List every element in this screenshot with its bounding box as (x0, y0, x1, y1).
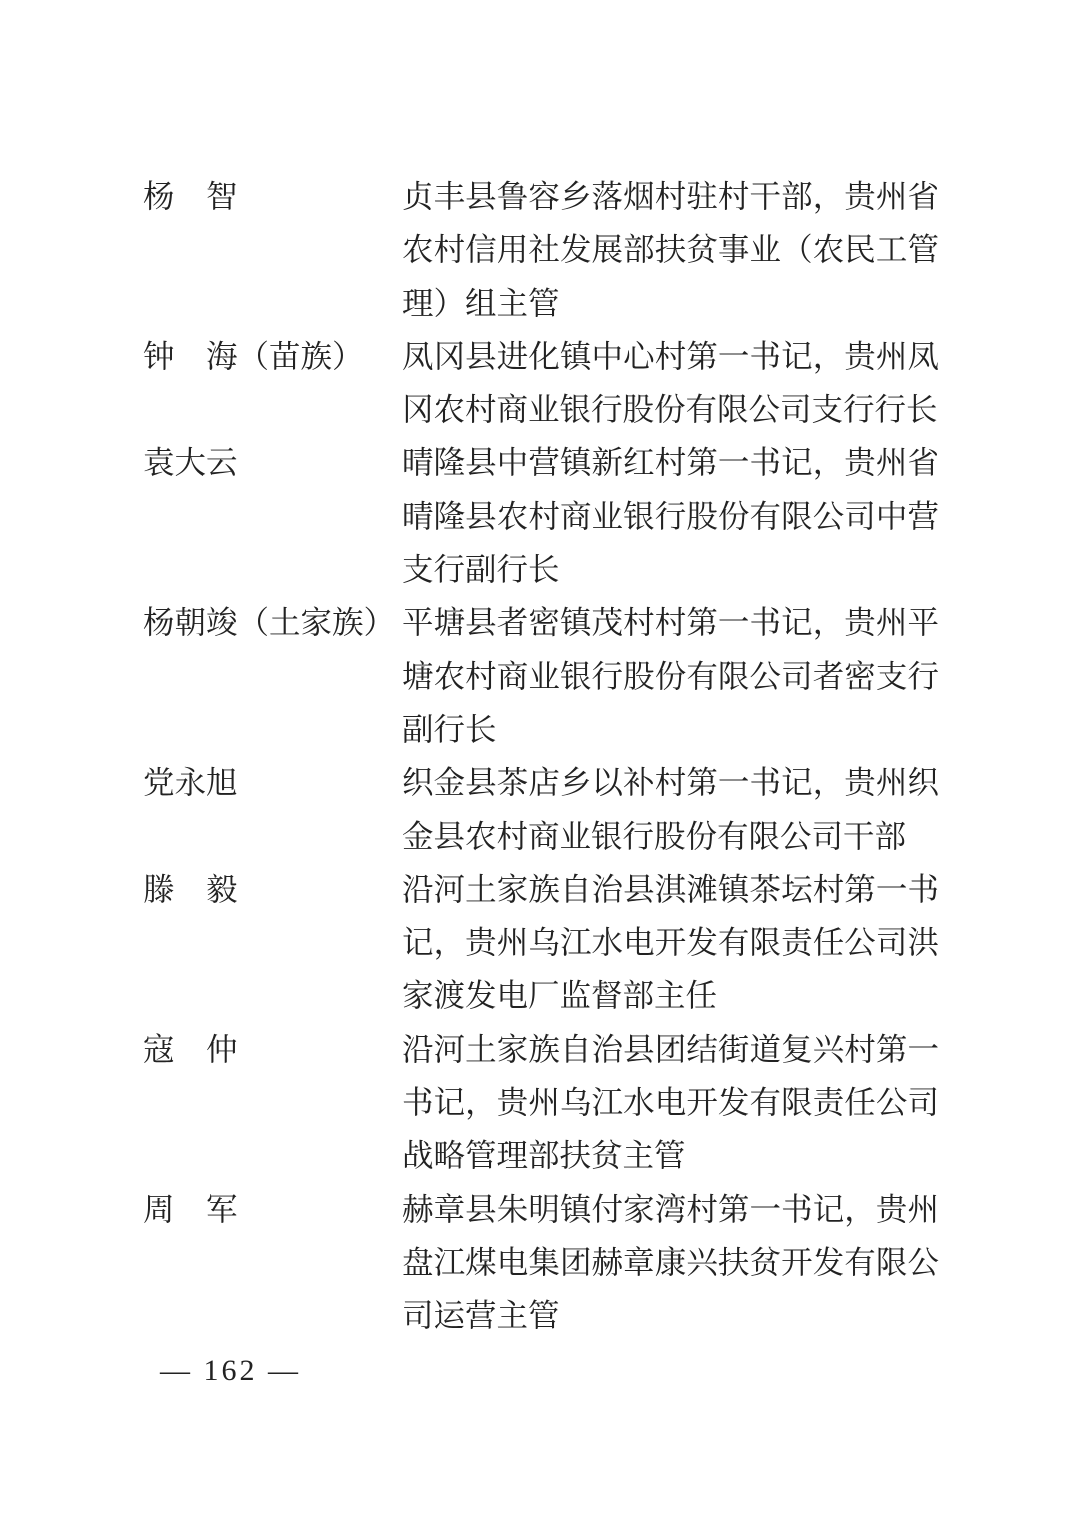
position-line: 理）组主管 (402, 285, 560, 321)
position-line: 织金县茶店乡以补村第一书记，贵州织 (402, 765, 939, 801)
person-position (402, 436, 939, 596)
position-line: 平塘县者密镇茂村村第一书记，贵州平 (402, 605, 939, 641)
person-name: 杨朝竣（土家族） (143, 605, 396, 641)
position-line: 凤冈县进化镇中心村第一书记，贵州凤 (402, 338, 939, 374)
person-position (402, 863, 939, 1023)
person-name: 党永旭 (143, 765, 238, 801)
position-line: 晴隆县中营镇新红村第一书记，贵州省 (402, 445, 939, 481)
person-position (402, 170, 939, 330)
person-position (402, 1023, 939, 1183)
position-line: 晴隆县农村商业银行股份有限公司中营 (402, 498, 939, 534)
person-name: 钟 海（苗族） (143, 338, 364, 374)
roster-list (143, 170, 943, 1343)
position-line: 金县农村商业银行股份有限公司干部 (402, 818, 907, 854)
person-name: 杨 智 (143, 179, 238, 214)
person-position (402, 596, 939, 756)
roster-entry (143, 330, 943, 437)
position-line: 司运营主管 (402, 1298, 560, 1334)
page-number: — 162 — (160, 1354, 301, 1387)
roster-entry (143, 863, 943, 1023)
position-line: 塘农村商业银行股份有限公司者密支行 (402, 658, 939, 694)
person-name: 滕 毅 (143, 871, 238, 907)
position-line: 农村信用社发展部扶贫事业（农民工管 (402, 232, 939, 268)
position-line: 沿河土家族自治县淇滩镇茶坛村第一书 (402, 871, 939, 907)
person-name: 寇 仲 (143, 1031, 238, 1067)
roster-entry (143, 170, 943, 330)
roster-entry (143, 436, 943, 596)
position-line: 家渡发电厂监督部主任 (402, 978, 718, 1014)
position-line: 沿河土家族自治县团结街道复兴村第一 (402, 1031, 939, 1067)
person-position (402, 756, 939, 863)
position-line: 贞丰县鲁容乡落烟村驻村干部，贵州省 (402, 179, 939, 214)
position-line: 副行长 (402, 711, 497, 747)
person-position (402, 1183, 939, 1343)
position-line: 冈农村商业银行股份有限公司支行行长 (402, 392, 938, 428)
position-line: 赫章县朱明镇付家湾村第一书记，贵州 (402, 1191, 939, 1227)
roster-entry (143, 756, 943, 863)
position-line: 盘江煤电集团赫章康兴扶贫开发有限公 (402, 1244, 939, 1280)
person-position (402, 330, 939, 437)
person-name: 袁大云 (143, 445, 238, 481)
roster-entry (143, 596, 943, 756)
roster-entry (143, 1183, 943, 1343)
position-line: 记，贵州乌江水电开发有限责任公司洪 (402, 925, 939, 961)
roster-entry (143, 1023, 943, 1183)
position-line: 支行副行长 (402, 552, 560, 588)
position-line: 战略管理部扶贫主管 (402, 1138, 686, 1174)
person-name: 周 军 (143, 1191, 238, 1227)
position-line: 书记，贵州乌江水电开发有限责任公司 (402, 1085, 939, 1121)
